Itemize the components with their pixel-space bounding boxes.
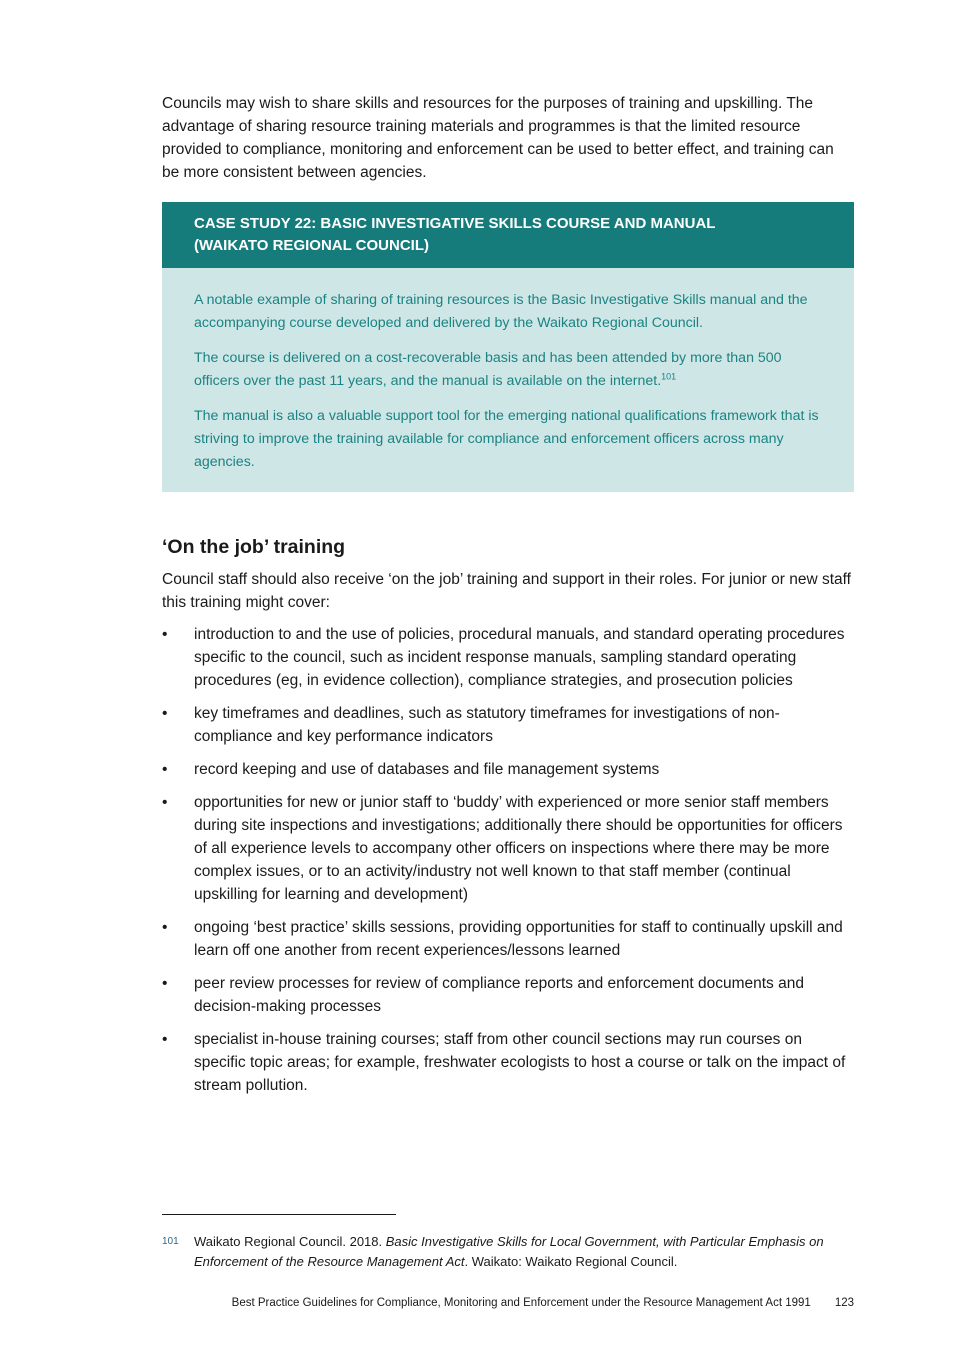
case-study-paragraph-3: The manual is also a valuable support tool for the emerging national qualifications framework that is striving to improve the training available for compliance and enforcement officers across many agencies. [194,408,819,470]
training-bullet-list [162,623,854,1097]
case-study-title-line2: (WAIKATO REGIONAL COUNCIL) [194,237,429,254]
intro-paragraph: Councils may wish to share skills and resources for the purposes of training and upskilling. The advantage of sharing resource training materials and programmes is that the limited resource provided to compliance, monitoring and enforcement can be used to better effect, and training can be more consistent between agencies. [162,95,834,181]
footer-title: Best Practice Guidelines for Compliance, Monitoring and Enforcement under the Resource Management Act 1991 [231,1297,811,1309]
list-item: • peer review processes for review of compliance reports and enforcement documents and decision-making processes [162,972,854,1018]
list-item: • opportunities for new or junior staff to ‘buddy’ with experienced or more senior staff members during site inspections and investigations; additionally there should be opportunities for officers of all experience levels to accompany other officers on inspections where there may be more complex issues, or to an activity/industry not well known to that staff member (continual upskilling for learning and development) [162,791,854,906]
footnote-text-before: Waikato Regional Council. 2018. [194,1234,386,1249]
list-item: • introduction to and the use of policies, procedural manuals, and standard operating procedures specific to the council, such as incident response manuals, sampling standard operating procedures (eg, in evidence collection), compliance strategies, and prosecution policies [162,623,854,692]
section-lead: Council staff should also receive ‘on the job’ training and support in their roles. For junior or new staff this training might cover: [162,571,851,611]
list-item: • record keeping and use of databases and file management systems [162,758,854,781]
page-content [162,92,854,1107]
page-number: 123 [834,1297,854,1309]
case-study-paragraph-1: A notable example of sharing of training resources is the Basic Investigative Skills manual and the accompanying course developed and delivered by the Waikato Regional Council. [194,292,808,331]
case-study-paragraph-2 [194,347,822,393]
list-item: • specialist in-house training courses; staff from other council sections may run courses on specific topic areas; for example, freshwater ecologists to host a course or talk on the impact of stream pollution. [162,1028,854,1097]
case-study-header [162,202,854,268]
footnote-divider [162,1214,396,1215]
footnote-text-after: . Waikato: Waikato Regional Council. [464,1254,678,1269]
footnote-ref[interactable]: 101 [661,371,677,382]
section-heading: ‘On the job’ training [162,536,346,558]
case-study-paragraph-2-text: The course is delivered on a cost-recoverable basis and has been attended by more than 500 officers over the past 11 years, and the manual is available on the internet. [194,350,782,389]
list-item: • key timeframes and deadlines, such as statutory timeframes for investigations of non-compliance and key performance indicators [162,702,854,748]
case-study-title-line1: CASE STUDY 22: BASIC INVESTIGATIVE SKILLS COURSE AND MANUAL [194,215,716,232]
case-study-box [162,202,854,492]
footnote-text [162,1232,854,1272]
footnote-title: Basic Investigative Skills for Local Government, with Particular Emphasis on Enforcement of the Resource Management Act [194,1234,824,1269]
footnote [162,1232,854,1272]
footnote-number: 101 [162,1236,179,1247]
list-item: • ongoing ‘best practice’ skills sessions, providing opportunities for staff to continually upskill and learn off one another from recent experiences/lessons learned [162,916,854,962]
case-study-body [162,268,854,492]
page-footer [162,1297,854,1309]
